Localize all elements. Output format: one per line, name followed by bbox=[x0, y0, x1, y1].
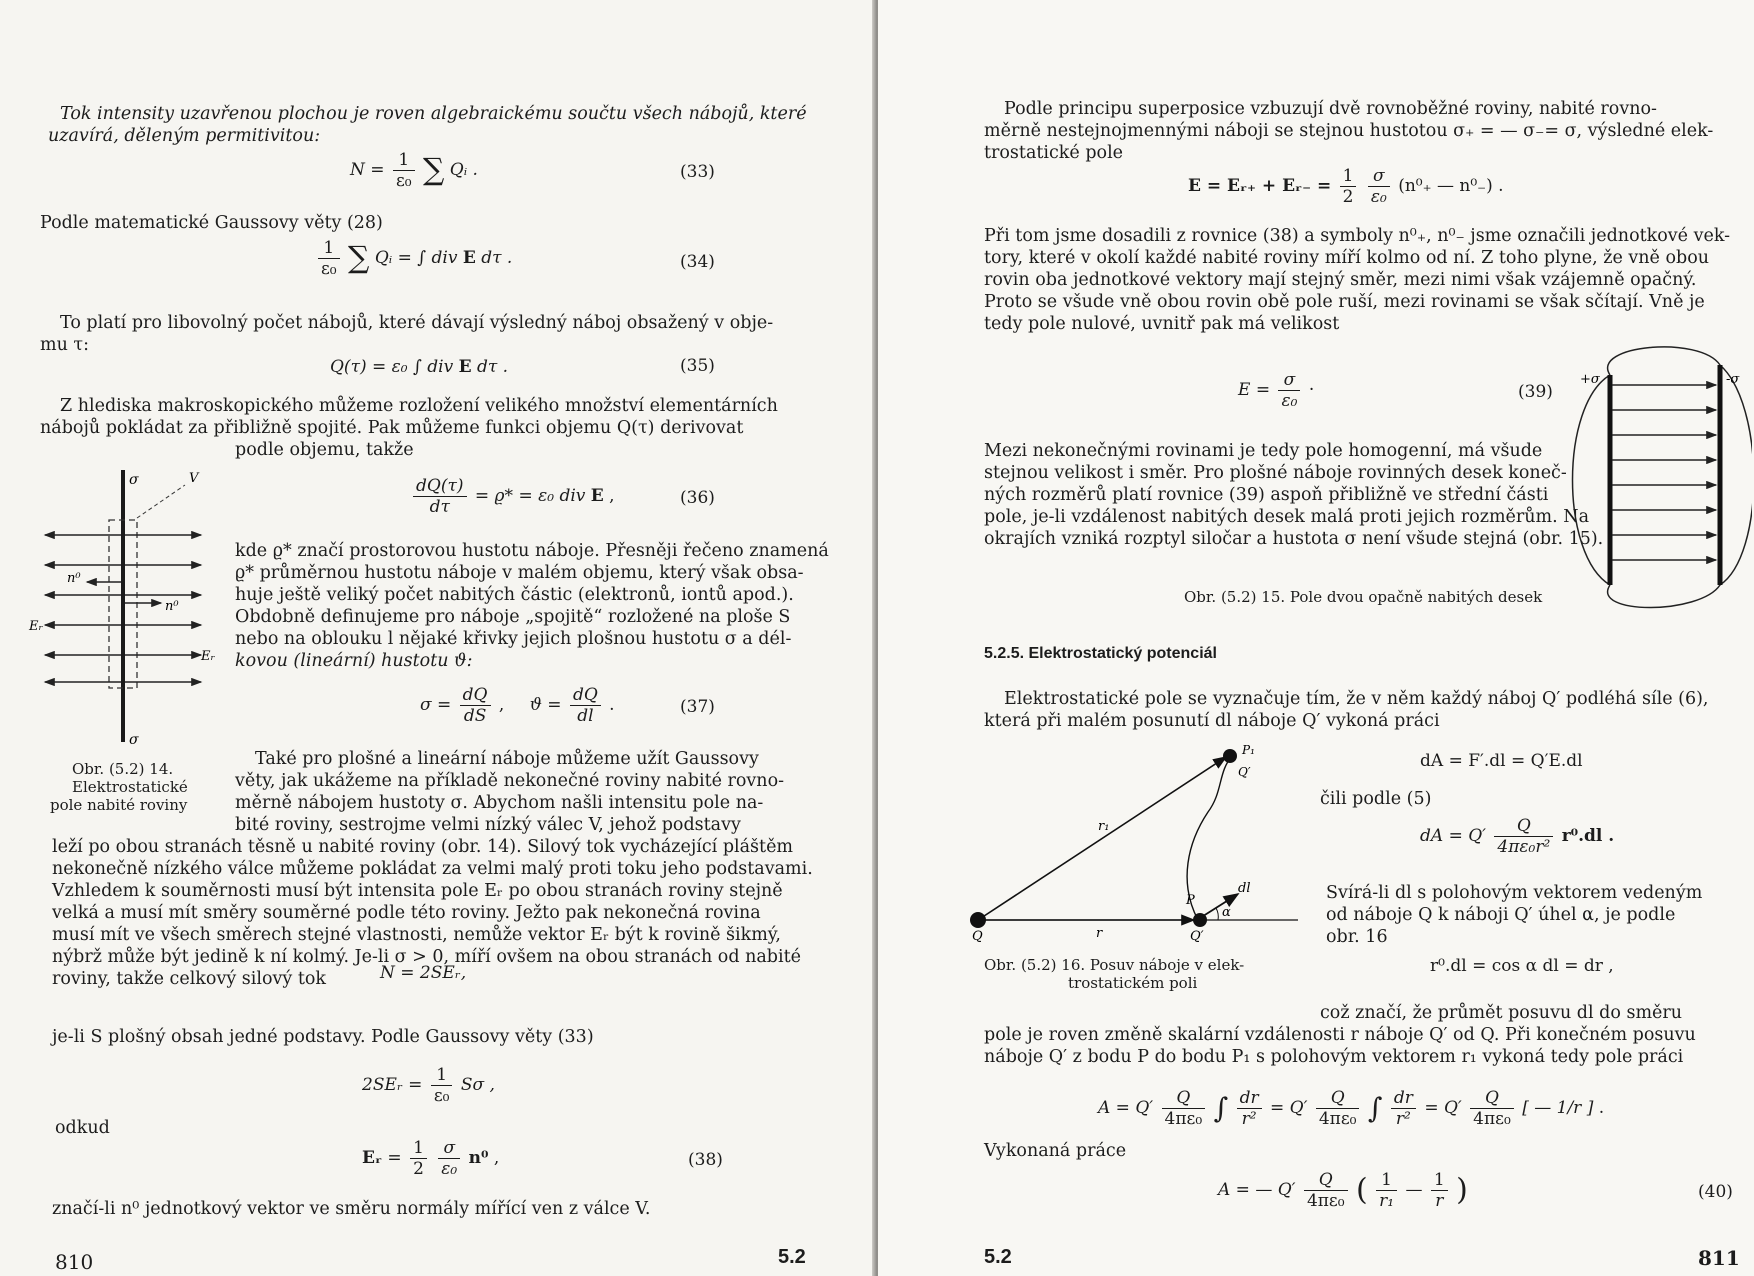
paragraph-macro-3: podle objemu, takže bbox=[235, 440, 414, 460]
eq36-rhs: = ϱ* = ε₀ div bbox=[474, 486, 586, 506]
fig16-P: P bbox=[1186, 893, 1195, 908]
section-mark-right: 5.2 bbox=[984, 1246, 1012, 1268]
projection-line-2: pole je roven změně skalární vzdálenosti r náboje Q′ od Q. Při konečném posuvu bbox=[984, 1025, 1696, 1045]
paragraph-flux-4: velká a musí mít směry souměrné podle této roviny. Ježto pak nekonečná rovina bbox=[52, 903, 761, 923]
paragraph-macro-1: Z hlediska makroskopického můžeme rozložení velikého množství elementárních bbox=[60, 396, 778, 416]
eq40-p2: 1 bbox=[1433, 1170, 1445, 1190]
fig15-label-left: +σ bbox=[1580, 372, 1600, 387]
right-page bbox=[878, 0, 1754, 1276]
eq33-den: ε₀ bbox=[393, 170, 415, 191]
eq40-p2d: r bbox=[1431, 1190, 1448, 1211]
paragraph-flux-6: nýbrž může být jedině k ní kolmý. Je-li σ > 0, míří ovšem na obou stranách od nabité bbox=[52, 947, 801, 967]
eq39-den: ε₀ bbox=[1278, 390, 1300, 411]
superposition-line-2: měrně nestejnojmennými náboji se stejnou hustotou σ₊ = — σ₋= σ, výsledné elek- bbox=[984, 121, 1714, 141]
fig14-n0-right: n⁰ bbox=[165, 599, 179, 614]
eqE-den: 2 bbox=[1340, 186, 1357, 207]
section-title-potential: 5.2.5. Elektrostatický potenciál bbox=[984, 645, 1217, 662]
eq38-den2: ε₀ bbox=[438, 1158, 460, 1179]
paragraph-flux-7: roviny, takže celkový silový tok bbox=[52, 969, 327, 989]
eqdA2-num: Q bbox=[1516, 816, 1531, 836]
projection-line-1: což značí, že průmět posuvu dl do směru bbox=[1320, 1003, 1683, 1023]
fig15-label-right: -σ bbox=[1726, 372, 1740, 387]
fig14-caption-3: pole nabité roviny bbox=[50, 796, 188, 814]
fig14-V-label: V bbox=[189, 471, 199, 486]
fig16-r: r bbox=[1096, 926, 1103, 941]
eq33-lhs: N = bbox=[350, 160, 385, 180]
paragraph-macro-2: nábojů pokládat za přibližně spojité. Pak můžeme funkci objemu Q(τ) derivovat bbox=[40, 418, 744, 438]
fig16-dl: dl bbox=[1238, 881, 1251, 896]
eqA-b: = Q′ bbox=[1270, 1098, 1308, 1118]
paragraph-planes-3: měrně nábojem hustoty σ. Abychom našli intensitu pole na- bbox=[235, 793, 764, 813]
eq33-number: (33) bbox=[680, 162, 715, 182]
equation-E-sum bbox=[1188, 166, 1504, 207]
eq37-number: (37) bbox=[680, 697, 715, 717]
page-number-right: 811 bbox=[1698, 1246, 1740, 1270]
eq34-den: ε₀ bbox=[318, 258, 340, 279]
angle-line-1: Svírá-li dl s polohovým vektorem vedeným bbox=[1326, 883, 1703, 903]
paragraph-volume-2: mu τ: bbox=[40, 335, 90, 355]
figure-15-two-plates bbox=[1550, 325, 1752, 615]
charge-Qprime-end bbox=[1223, 749, 1237, 763]
eq38-num2: σ bbox=[443, 1138, 456, 1158]
eq35-vector: E bbox=[458, 357, 472, 377]
eq39-lhs: E = bbox=[1238, 380, 1271, 400]
eq36-number: (36) bbox=[680, 488, 715, 508]
eqA-integral-1: ∫ bbox=[1213, 1091, 1229, 1125]
paragraph-density-4: Obdobně definujeme pro náboje „spojitě“ rozložené na ploše S bbox=[235, 607, 791, 627]
paragraph-flux-5: musí mít ve všech směrech stejné vlastnosti, nemůže vektor Eᵣ být k rovině šikmý, bbox=[52, 925, 781, 945]
eq35-rhs: dτ . bbox=[476, 357, 509, 377]
substitution-line-3: rovin oba jednotkové vektory mají stejný směr, mezi nimi však vzájemně opačný. bbox=[984, 270, 1697, 290]
equation-2SE bbox=[362, 1065, 495, 1106]
potential-line-1: Elektrostatické pole se vyznačuje tím, že v něm každý náboj Q′ podléhá síle (6), bbox=[1004, 689, 1709, 709]
page-number-left: 810 bbox=[55, 1250, 94, 1274]
eqA-num2: Q bbox=[1330, 1088, 1345, 1108]
cili-podle: čili podle (5) bbox=[1320, 789, 1432, 809]
fig16-Qprime-top: Q′ bbox=[1238, 765, 1251, 779]
homogeneous-line-3: ných rozměrů platí rovnice (39) aspoň přibližně ve střední části bbox=[984, 485, 1549, 505]
equation-39 bbox=[1238, 370, 1314, 411]
eq36-vector: E bbox=[590, 486, 604, 506]
paragraph-gauss-33: je-li S plošný obsah jedné podstavy. Podle Gaussovy věty (33) bbox=[52, 1027, 594, 1047]
eq34-sum: ∑ bbox=[348, 240, 370, 276]
fig14-caption-2: Elektrostatické bbox=[72, 778, 188, 796]
eq37-n2: dQ bbox=[572, 685, 598, 705]
eq38-tail: , bbox=[493, 1148, 500, 1168]
paragraph-gauss: Podle matematické Gaussovy věty (28) bbox=[40, 213, 383, 233]
fig14-sigma-top: σ bbox=[129, 472, 139, 488]
eq39-number: (39) bbox=[1518, 382, 1553, 402]
potential-line-2: která při malém posunutí dl náboje Q′ vykoná práci bbox=[984, 711, 1440, 731]
substitution-line-4: Proto se všude vně obou rovin obě pole ruší, mezi rovinami se však sčítají. Vně je bbox=[984, 292, 1705, 312]
eq2SE-num: 1 bbox=[436, 1065, 448, 1085]
eq33-num: 1 bbox=[398, 150, 410, 170]
eqE-rhs: (n⁰₊ — n⁰₋) . bbox=[1398, 176, 1504, 196]
fig14-Er-right: Eᵣ bbox=[201, 649, 216, 664]
eqA-num3: Q bbox=[1485, 1088, 1499, 1108]
superposition-line-1: Podle principu superposice vzbuzují dvě rovnoběžné roviny, nabité rovno- bbox=[1004, 99, 1657, 119]
substitution-line-5: tedy pole nulové, uvnitř pak má velikost bbox=[984, 314, 1340, 334]
eqdA2-den: 4πε₀r² bbox=[1494, 836, 1553, 857]
eqA-den3: 4πε₀ bbox=[1470, 1108, 1514, 1129]
eq40-number: (40) bbox=[1698, 1182, 1733, 1202]
eq37-n1: dQ bbox=[462, 685, 488, 705]
fig14-caption-1: Obr. (5.2) 14. bbox=[72, 760, 174, 778]
field-lines-between bbox=[1612, 385, 1716, 560]
eq34-rhs: dτ . bbox=[481, 248, 513, 268]
eqA-c: = Q′ bbox=[1424, 1098, 1462, 1118]
eq37-separator: , bbox=[498, 695, 505, 715]
paragraph-normal: značí-li n⁰ jednotkový vektor ve směru normály mířící ven z válce V. bbox=[52, 1199, 651, 1219]
eqA-dr-den: r² bbox=[1237, 1108, 1262, 1129]
eqA-integral-2: ∫ bbox=[1367, 1091, 1383, 1125]
eqE-num: 1 bbox=[1342, 166, 1354, 186]
eq34-num: 1 bbox=[323, 238, 335, 258]
equation-33 bbox=[350, 150, 478, 191]
paragraph-flux-1: leží po obou stranách těsně u nabité roviny (obr. 14). Silový tok vycházející pláštěm bbox=[52, 837, 794, 857]
homogeneous-line-1: Mezi nekonečnými rovinami je tedy pole homogenní, má všude bbox=[984, 441, 1543, 461]
eq40-p1: 1 bbox=[1381, 1170, 1392, 1190]
fig16-Q: Q bbox=[972, 929, 983, 942]
eqE-lhs: E = Eᵣ₊ + Eᵣ₋ = bbox=[1188, 176, 1332, 196]
eqA-num1: Q bbox=[1176, 1088, 1191, 1108]
eq40-a: A = — Q′ bbox=[1218, 1180, 1296, 1200]
eq40-den: 4πε₀ bbox=[1304, 1190, 1348, 1211]
eq33-rhs: Qᵢ . bbox=[449, 160, 478, 180]
fig16-alpha: α bbox=[1222, 905, 1231, 920]
eqA-dr-num-2: dr bbox=[1393, 1088, 1413, 1108]
statement-line-1: Tok intensity uzavřenou plochou je roven algebraickému součtu všech nábojů, které bbox=[60, 104, 807, 124]
word-vykonana-prace: Vykonaná práce bbox=[984, 1141, 1127, 1161]
eqA-den1: 4πε₀ bbox=[1162, 1108, 1206, 1129]
eq38-num: 1 bbox=[413, 1138, 424, 1158]
fig14-Er-left: Eᵣ bbox=[29, 619, 44, 634]
homogeneous-line-5: okrajích vzniká rozptyl siločar a hustota σ není všude stejná (obr. 15). bbox=[984, 529, 1604, 549]
eq36-num: dQ(τ) bbox=[416, 476, 464, 496]
fig14-n0-left: n⁰ bbox=[67, 571, 81, 586]
eq34-number: (34) bbox=[680, 252, 715, 272]
paragraph-density-5: nebo na oblouku l nějaké křivky jejich plošnou hustotu σ a dél- bbox=[235, 629, 792, 649]
angle-line-2: od náboje Q k náboji Q′ úhel α, je podle bbox=[1326, 905, 1676, 925]
fig16-caption-2: trostatickém poli bbox=[1068, 974, 1198, 992]
eqA-a: A = Q′ bbox=[1098, 1098, 1154, 1118]
eq2SE-lhs: 2SEᵣ = bbox=[362, 1075, 423, 1095]
eq38-rhs: n⁰ bbox=[468, 1148, 489, 1168]
equation-38 bbox=[362, 1138, 499, 1179]
eq34-mid: Qᵢ = ∫ div bbox=[374, 248, 458, 268]
eq38-number: (38) bbox=[688, 1150, 723, 1170]
eqdA2-lhs: dA = Q′ bbox=[1420, 826, 1487, 846]
equation-35 bbox=[330, 356, 508, 378]
left-page bbox=[0, 0, 872, 1276]
fig16-r1: r₁ bbox=[1098, 819, 1110, 834]
eqdA2-rhs: r⁰.dl . bbox=[1561, 826, 1615, 846]
homogeneous-line-2: stejnou velikost i směr. Pro plošné náboje rovinných desek koneč- bbox=[984, 463, 1567, 483]
fig16-P1: P₁ bbox=[1242, 743, 1255, 757]
eq2SE-rhs: Sσ , bbox=[460, 1075, 495, 1095]
eq40-p1d: r₁ bbox=[1376, 1190, 1397, 1211]
equation-37 bbox=[420, 685, 615, 726]
eq37-d1: dS bbox=[460, 705, 491, 726]
eq37-d2: dl bbox=[570, 705, 601, 726]
eqE-num2: σ bbox=[1373, 166, 1385, 186]
substitution-line-2: tory, které v okolí každé nabité roviny míří kolmo od ní. Z toho plyne, že vně obou bbox=[984, 248, 1710, 268]
equation-dA-1: dA = F′.dl = Q′E.dl bbox=[1420, 751, 1583, 771]
fig16-Qprime-bottom: Q′ bbox=[1190, 929, 1204, 942]
superposition-line-3: trostatické pole bbox=[984, 143, 1124, 163]
section-mark-left: 5.2 bbox=[778, 1246, 806, 1268]
equation-34 bbox=[315, 238, 512, 279]
figure-16-charge-displacement bbox=[968, 742, 1308, 942]
paragraph-density-2: ϱ* průměrnou hustotu náboje v malém objemu, který však obsa- bbox=[235, 563, 804, 583]
charge-Q bbox=[970, 912, 986, 928]
paragraph-flux-2: nekonečně nízkého válce můžeme pokládat za velmi malý proti toku jeho podstavami. bbox=[52, 859, 813, 879]
eq37-theta: ϑ = bbox=[529, 695, 562, 715]
projection-line-3: náboje Q′ z bodu P do bodu P₁ s polohovým vektorem r₁ vykoná tedy pole práci bbox=[984, 1047, 1684, 1067]
equation-flux: N = 2SEᵣ, bbox=[380, 963, 467, 983]
equation-work-integral bbox=[1098, 1088, 1604, 1129]
statement-line-2: uzavírá, děleným permitivitou: bbox=[48, 126, 321, 146]
eqA-den2: 4πε₀ bbox=[1316, 1108, 1360, 1129]
eq2SE-den: ε₀ bbox=[431, 1085, 453, 1106]
fig16-caption-1: Obr. (5.2) 16. Posuv náboje v elek- bbox=[984, 956, 1245, 974]
homogeneous-line-4: pole, je-li vzdálenost nabitých desek malá proti jejich rozměrům. Na bbox=[984, 507, 1589, 527]
eq37-tail: . bbox=[609, 695, 615, 715]
paragraph-density-6: kovou (lineární) hustotu ϑ: bbox=[235, 651, 473, 671]
charge-Qprime-start bbox=[1193, 913, 1207, 927]
eqA-tail: . bbox=[1598, 1098, 1605, 1118]
eq35-number: (35) bbox=[680, 356, 715, 376]
eq37-sigma: σ = bbox=[420, 695, 452, 715]
eq36-tail: , bbox=[609, 486, 615, 506]
eq38-den: 2 bbox=[410, 1158, 427, 1179]
fig14-sigma-bottom: σ bbox=[129, 732, 139, 748]
eqE-den2: ε₀ bbox=[1368, 186, 1390, 207]
paragraph-volume-1: To platí pro libovolný počet nábojů, které dávají výsledný náboj obsažený v obje- bbox=[60, 313, 774, 333]
eqA-dr-num: dr bbox=[1239, 1088, 1259, 1108]
substitution-line-1: Při tom jsme dosadili z rovnice (38) a symboly n⁰₊, n⁰₋ jsme označili jednotkové vek- bbox=[984, 226, 1731, 246]
paragraph-planes-1: Také pro plošné a lineární náboje můžeme užít Gaussovy bbox=[255, 749, 759, 769]
eq34-vector: E bbox=[462, 248, 476, 268]
eqA-dr-den-2: r² bbox=[1391, 1108, 1416, 1129]
eq35-text: Q(τ) = ε₀ ∫ div bbox=[330, 357, 454, 377]
paragraph-density-3: huje ještě veliký počet nabitých částic (elektronů, iontů apod.). bbox=[235, 585, 794, 605]
eq38-eq: = bbox=[387, 1148, 402, 1168]
word-odkud: odkud bbox=[55, 1118, 110, 1138]
eq39-tail: · bbox=[1308, 380, 1315, 400]
eq33-sum: ∑ bbox=[422, 152, 445, 188]
eq39-num: σ bbox=[1283, 370, 1296, 390]
eqA-bracket: [ — 1/r ] bbox=[1522, 1098, 1594, 1118]
eq40-num: Q bbox=[1318, 1170, 1333, 1190]
fig15-caption: Obr. (5.2) 15. Pole dvou opačně nabitých desek bbox=[1184, 588, 1543, 606]
equation-36 bbox=[410, 476, 615, 517]
angle-line-3: obr. 16 bbox=[1326, 927, 1388, 947]
paragraph-density-1: kde ϱ* značí prostorovou hustotu náboje. Přesněji řečeno znamená bbox=[235, 541, 829, 561]
eq38-lhs: Eᵣ bbox=[362, 1148, 382, 1168]
eq36-den: dτ bbox=[413, 496, 467, 517]
equation-dA-2 bbox=[1420, 816, 1614, 857]
paragraph-planes-2: věty, jak ukážeme na příkladě nekonečné roviny nabité rovno- bbox=[235, 771, 785, 791]
equation-r0: r⁰.dl = cos α dl = dr , bbox=[1430, 956, 1614, 976]
figure-14-charged-plane bbox=[25, 460, 225, 750]
paragraph-flux-3: Vzhledem k souměrnosti musí být intensita pole Eᵣ po obou stranách roviny stejně bbox=[52, 881, 783, 901]
paragraph-planes-4: bité roviny, sestrojme velmi nízký válec V, jehož podstavy bbox=[235, 815, 741, 835]
equation-40: A = — Q′ $\frac{Q}{\text{4πε₀}}$ ( $\frac{1}{\text{r₁}}$ — $\frac{1}{r}$ ) bbox=[1218, 1170, 1468, 1211]
